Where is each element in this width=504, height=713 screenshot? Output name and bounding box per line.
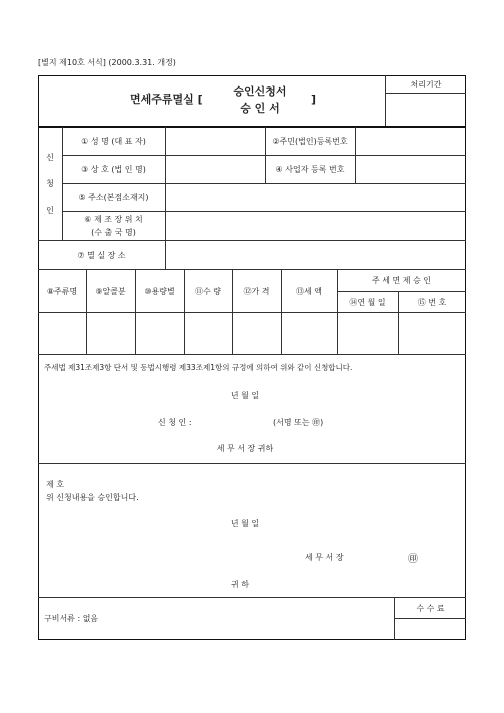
form-header: [별지 제10호 서식] (2000.3.31. 개정) <box>38 57 176 67</box>
title-prefix: 면세주류멸실 [ <box>130 93 203 106</box>
col-quantity: ⑪수 량 <box>195 286 221 296</box>
signature-or-seal: (서명 또는 ㊞) <box>273 417 324 427</box>
processing-period-value <box>386 94 466 126</box>
title-line1: 승인신청서 <box>233 85 287 98</box>
disposal-location-label: ⑦ 멸 실 장 소 <box>77 250 126 260</box>
col-tax: ⑬세 액 <box>296 286 322 296</box>
applicant-signature-label: 신 청 인 : <box>158 417 192 427</box>
col-alcohol: ⑨알콜분 <box>95 286 126 296</box>
name-field[interactable] <box>166 128 265 155</box>
required-documents: 구비서류 : 없음 <box>44 613 99 623</box>
business-reg-label: ④ 사업자 등록 번호 <box>275 165 345 174</box>
title-line2: 승 인 서 <box>240 102 280 115</box>
approval-date: 년 월 일 <box>230 518 260 528</box>
address-label: ⑤ 주소(본점소재지) <box>78 193 149 202</box>
application-date: 년 월 일 <box>230 390 260 400</box>
table-row[interactable] <box>39 313 466 354</box>
factory-location-field[interactable] <box>166 212 466 240</box>
business-name-label: ③ 상 호 (법 인 명) <box>81 165 146 174</box>
id-number-field[interactable] <box>356 128 466 155</box>
id-number-label: ②주민(법인)등록번호 <box>272 137 348 146</box>
disposal-location-field[interactable] <box>166 241 466 269</box>
name-label: ① 성 명 (대 표 자) <box>81 137 146 146</box>
business-reg-field[interactable] <box>356 156 466 183</box>
col-volume: ⑩용량별 <box>144 286 175 296</box>
application-statement: 주세법 제31조제3항 단서 및 동법시행령 제33조제1항의 규정에 의하여 위와 같이 신청합니다. <box>44 362 353 372</box>
processing-period-label: 처리기간 <box>410 79 442 89</box>
col-exemption-date: ⑭연 월 일 <box>349 297 386 307</box>
title-suffix: ] <box>311 92 317 106</box>
seal-mark: ㊞ <box>408 553 418 565</box>
approval-statement: 위 신청내용을 승인합니다. <box>46 492 139 502</box>
applicant-char-3: 인 <box>46 205 54 215</box>
col-price: ⑫가 격 <box>243 286 270 296</box>
approval-number-label: 제 호 <box>46 479 64 489</box>
applicant-char-2: 청 <box>46 178 54 188</box>
col-exemption-number: ⑮ 번 호 <box>417 297 447 307</box>
approval-to: 귀 하 <box>231 579 249 589</box>
export-country-label: (수 출 국 명) <box>91 228 136 237</box>
factory-location-label: ⑥ 제 조 장 위 치 <box>84 215 143 224</box>
fee-field[interactable] <box>395 619 466 639</box>
business-name-field[interactable] <box>166 156 265 183</box>
application-addressee: 세 무 서 장 귀하 <box>216 443 274 453</box>
exemption-header: 주 세 면 제 승 인 <box>371 276 432 285</box>
approval-officer: 세 무 서 장 <box>305 552 344 562</box>
fee-label: 수 수 료 <box>416 603 445 613</box>
col-liquor-name: ⑧주류명 <box>46 286 78 296</box>
address-field[interactable] <box>166 184 466 211</box>
applicant-char-1: 신 <box>46 152 54 162</box>
